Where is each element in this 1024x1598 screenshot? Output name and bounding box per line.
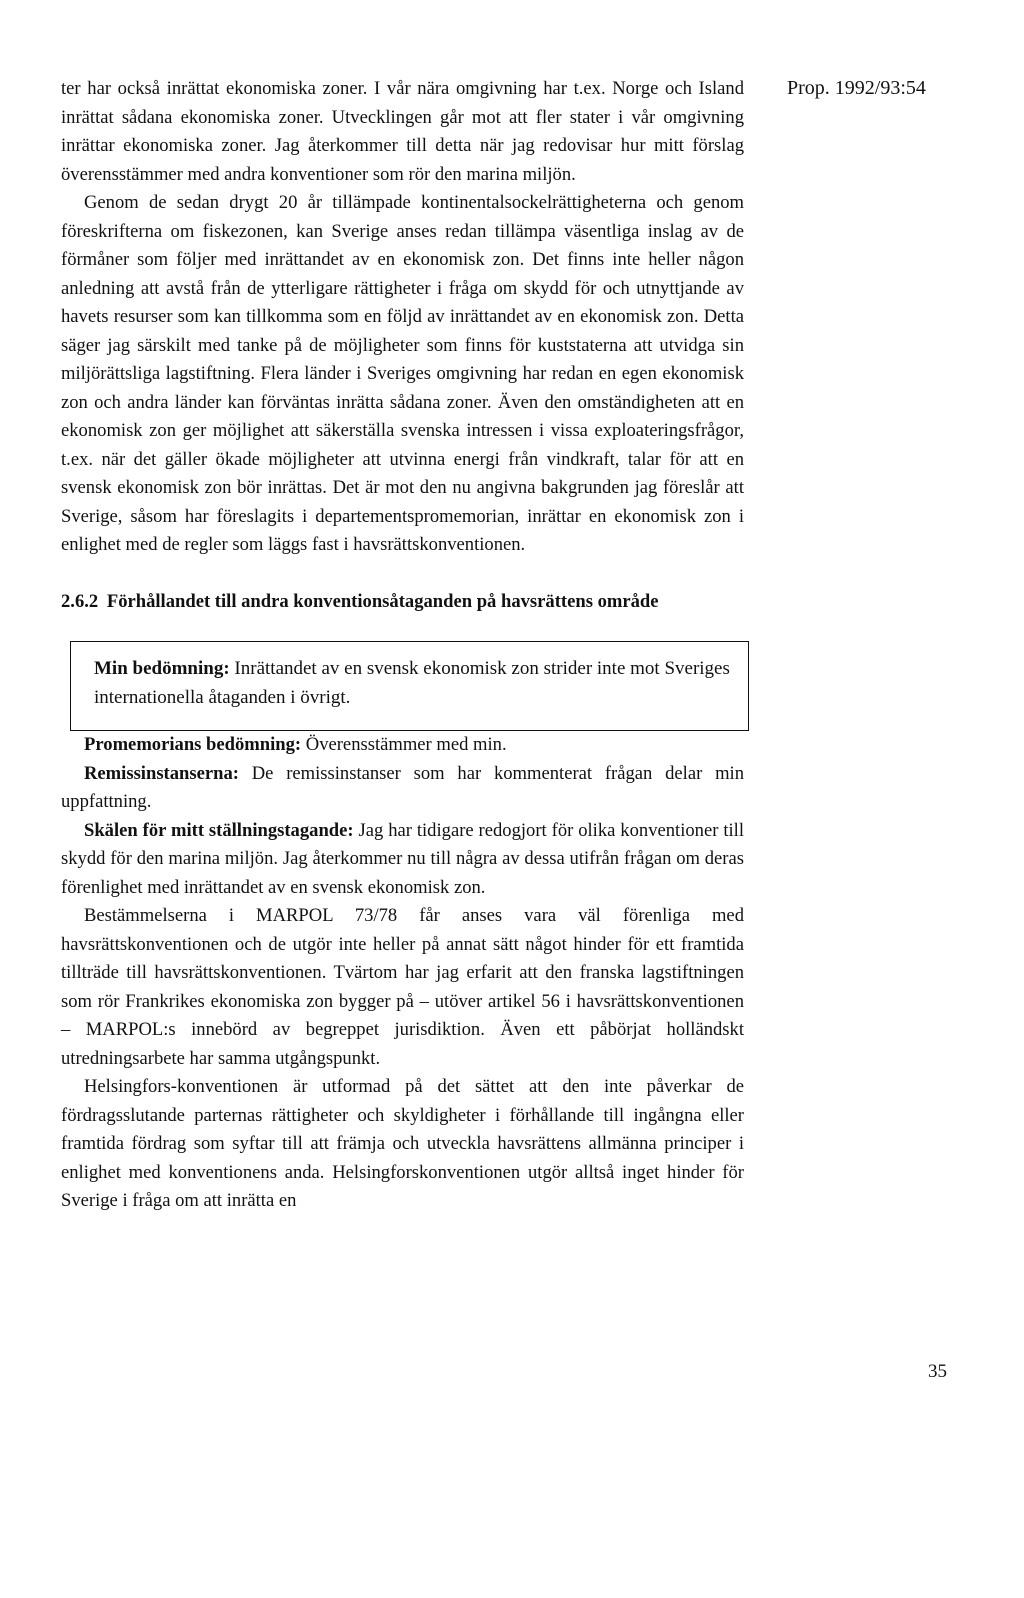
marpol-paragraph: Bestämmelserna i MARPOL 73/78 får anses vara väl förenliga med havsrättskonventionen och de utgör inte heller på annat sätt något hinder för ett framtida tillträde till havsrättskonventionen. Tvärtom har jag erfarit att den franska lagstiftningen som rör Frankrikes ekonomiska zon bygger på – utöver artikel 56 i havsrättskonventionen – MARPOL:s innebörd av begreppet jurisdiktion. Även ett påbörjat holländskt utredningsarbete har samma utgångspunkt. — [61, 905, 744, 1069]
running-head: Prop. 1992/93:54 — [787, 77, 926, 99]
reasons-text: Jag har tidigare redogjort för olika konventioner till skydd för den marina miljön. Jag återkommer nu till några av dessa utifrån frågan om deras förenlighet med inrättandet av en svensk ekonomisk zon. — [61, 819, 744, 898]
memo-assessment-paragraph — [61, 731, 744, 760]
body-paragraph: Genom de sedan drygt 20 år tillämpade kontinentalsockelrättigheterna och genom föreskrifterna om fiskezonen, kan Sverige anses redan tillämpa väsentliga inslag av de förmåner som följer med inrättandet av en ekonomisk zon. Det finns inte heller någon anledning att avstå från de ytterligare rättigheter i fråga om skydd för och utnyttjande av havets resurser som kan tillkomma som en följd av inrättandet av en ekonomisk zon. Detta säger jag särskilt med tanke på de möjligheter som finns för kuststaterna att utvidga sin miljörättsliga lagstiftning. Flera länder i Sveriges omgivning har redan en egen ekonomisk zon och andra länder kan förväntas inrätta sådana zoner. Även den omständigheten att en ekonomisk zon ger möjlighet att säkerställa svenska intressen i vissa exploateringsfrågor, t.ex. när det gäller ökade möjligheter att utvinna energi från vindkraft, talar för att en svensk ekonomisk zon bör inrättas. Det är mot den nu angivna bakgrunden jag föreslår att Sverige, såsom har föreslagits i departementspromemorian, inrättar en ekonomisk zon i enlighet med de regler som läggs fast i havsrättskonventionen. — [61, 192, 744, 555]
helsinki-convention-paragraph: Helsingfors-konventionen är utformad på det sättet att den inte påverkar de fördragsslutande parternas rättigheter och skyldigheter i förhållande till ingångna eller framtida fördrag som syftar till att främja och utveckla havsrättens allmänna principer i enlighet med konventionens anda. Helsingforskonventionen utgör alltså inget hinder för Sverige i fråga om att inrätta en — [61, 1076, 744, 1211]
referral-bodies-paragraph — [61, 760, 744, 817]
reasons-label: Skälen för mitt ställningstagande: — [84, 819, 354, 841]
section-title: Förhållandet till andra konventionsåtaganden på havsrättens område — [106, 590, 659, 612]
reasons-paragraph — [61, 817, 744, 903]
referral-bodies-text: De remissinstanser som har kommenterat frågan delar min uppfattning. — [61, 762, 744, 812]
memo-assessment-label: Promemorians bedömning: — [84, 734, 302, 755]
section-number: 2.6.2 — [61, 590, 99, 612]
page-number: 35 — [928, 1361, 947, 1382]
referral-bodies-label: Remissinstanserna: — [84, 762, 239, 784]
memo-assessment-text: Överensstämmer med min. — [305, 734, 507, 755]
section-heading — [61, 588, 744, 617]
assessment-text: Inrättandet av en svensk ekonomisk zon strider inte mot Sveriges internationella åtaganden i övrigt. — [94, 658, 730, 708]
assessment-label: Min bedömning: — [94, 658, 230, 679]
body-paragraph-continued: ter har också inrättat ekonomiska zoner. I vår nära omgivning har t.ex. Norge och Island inrättat sådana ekonomiska zoner. Utvecklingen går mot att fler stater i vår omgivning inrättar ekonomiska zoner. Jag återkommer till detta när jag redovisar hur mitt förslag överensstämmer med andra konventioner som rör den marina miljön. — [61, 78, 744, 185]
text-column — [61, 75, 744, 1216]
assessment-box — [70, 641, 749, 731]
